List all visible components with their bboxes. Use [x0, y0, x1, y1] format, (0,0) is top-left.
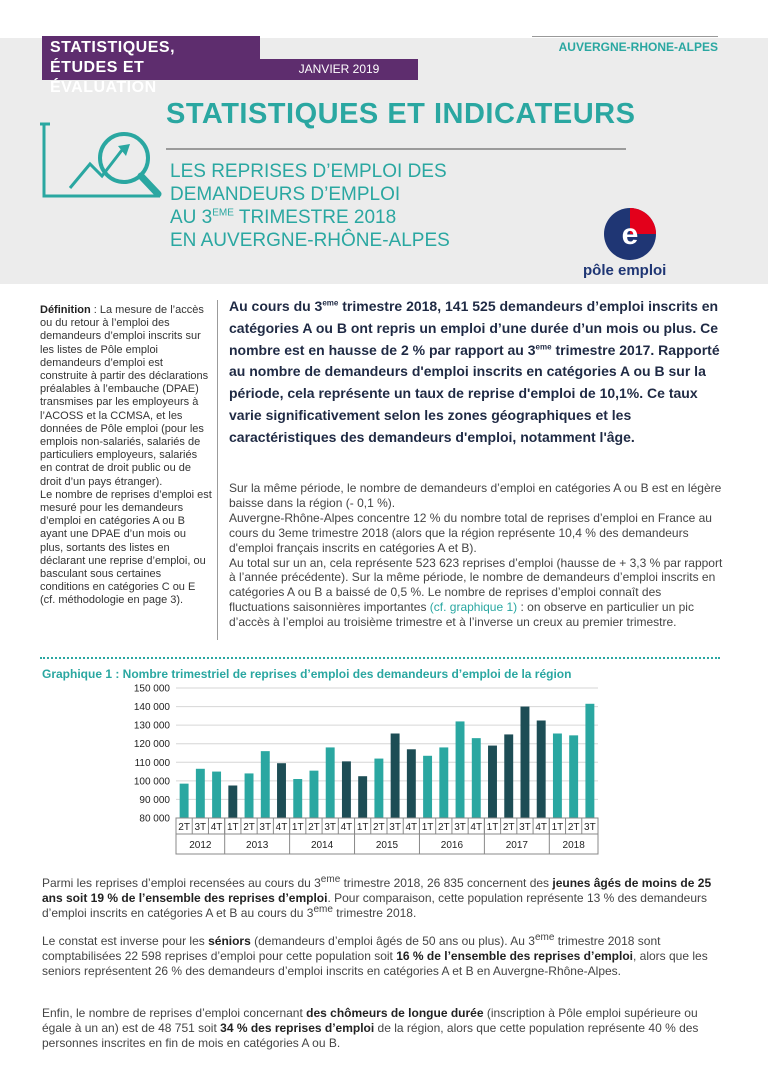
bar — [488, 746, 497, 818]
x-tick-label: 2T — [308, 822, 320, 833]
bar — [553, 734, 562, 819]
bar — [358, 776, 367, 818]
chart-title: Graphique 1 : Nombre trimestriel de reprises d’emploi des demandeurs d’emploi de la région — [42, 667, 572, 681]
subtitle-line-1: LES REPRISES D’EMPLOI DES — [170, 161, 447, 182]
y-tick-label: 140 000 — [133, 702, 170, 714]
x-tick-label: 1T — [356, 822, 369, 833]
x-tick-label: 1T — [551, 822, 564, 833]
paragraph-long-term: Enfin, le nombre de reprises d’emploi concernant des chômeurs de longue durée (inscription à Pôle emploi supérieure ou égale à un an) est de 48 751 soit 34 % des reprises d’emploi de la région, alors que cette population représente 40 % des personnes inscrites en fin de mois en catégories A ou B. — [42, 1006, 699, 1050]
section-divider — [40, 657, 720, 659]
year-label: 2015 — [375, 840, 399, 851]
x-tick-label: 4T — [405, 822, 418, 833]
x-tick-label: 4T — [340, 822, 353, 833]
x-tick-label: 2T — [178, 822, 190, 833]
x-tick-label: 4T — [275, 822, 288, 833]
bar-chart — [100, 682, 620, 860]
x-tick-label: 3T — [389, 822, 401, 833]
column-divider — [217, 300, 218, 640]
bar — [391, 734, 400, 819]
bar — [439, 747, 448, 818]
y-tick-label: 120 000 — [133, 739, 170, 751]
subtitle-line-4: EN AUVERGNE-RHÔNE-ALPES — [170, 230, 450, 251]
y-tick-label: 90 000 — [139, 794, 170, 806]
bar — [277, 763, 286, 818]
report-subtitle — [170, 160, 450, 252]
y-tick-label: 100 000 — [133, 776, 170, 788]
bar — [423, 756, 432, 818]
body-line-1: Sur la même période, le nombre de demandeurs d’emploi en catégories A ou B est en légère baisse dans la région (- 0,1 %). — [229, 481, 722, 510]
bar — [342, 761, 351, 818]
bar — [537, 721, 546, 819]
bar — [309, 771, 318, 818]
bar — [472, 738, 481, 818]
x-tick-label: 2T — [373, 822, 385, 833]
svg-text:e: e — [621, 218, 639, 251]
series-line-1: STATISTIQUES, — [50, 39, 176, 56]
x-tick-label: 3T — [194, 822, 207, 833]
definition-text: Définition : La mesure de l’accès ou du retour à l’emploi des demandeurs d’emploi inscrits sur les listes de Pôle emploi demandeurs d’emploi est construite à partir des déclarations préalables à l’embauche (DPAE) transmises par les employeurs à l’ACOSS et la CCMSA, et les données de Pôle emploi (pour les emplois non-salariés, salariés de particuliers employeurs, salariés en contrat de droit public ou de droit d’un pays étranger). — [40, 304, 209, 488]
measure-text: Le nombre de reprises d’emploi est mesuré pour les demandeurs d’emploi en catégories A ou B ayant une DPAE d’un mois ou plus, sortants des listes en déclarant une reprise d’emploi, ou basculant sous certaines conditions en catégories C ou E (cf. méthodologie en page 3). — [40, 488, 212, 607]
y-tick-label: 110 000 — [134, 757, 170, 769]
x-tick-label: 3T — [454, 822, 466, 833]
bar — [261, 751, 270, 818]
x-tick-label: 2T — [567, 822, 580, 833]
region-rule — [532, 36, 718, 37]
x-tick-label: 1T — [291, 822, 304, 833]
bar — [569, 735, 578, 818]
x-tick-label: 1T — [421, 822, 434, 833]
page-title: STATISTIQUES ET INDICATEURS — [166, 98, 636, 130]
logo-wordmark: pôle emploi — [583, 262, 667, 279]
year-label: 2018 — [562, 840, 585, 851]
x-tick-label: 3T — [259, 822, 272, 833]
publication-date: JANVIER 2019 — [260, 59, 418, 80]
bar — [407, 749, 416, 818]
y-tick-label: 80 000 — [139, 813, 170, 825]
body-line-2: Auvergne-Rhône-Alpes concentre 12 % du nombre total de reprises d’emploi en France au cours du 3eme trimestre 2018 (alors que la région représente 10,4 % des demandeurs d'emploi français inscrits en catégories A et B). — [229, 510, 712, 555]
x-tick-label: 4T — [535, 822, 548, 833]
year-label: 2014 — [310, 840, 334, 851]
bar — [196, 769, 205, 818]
y-tick-label: 150 000 — [133, 683, 170, 695]
bar — [520, 707, 529, 818]
bar — [374, 759, 383, 818]
x-tick-label: 4T — [470, 822, 483, 833]
body-text — [229, 481, 723, 630]
paragraph-youth: Parmi les reprises d’emploi recensées au cours du 3eme trimestre 2018, 26 835 concernent des jeunes âgés de moins de 25 ans soit 19 % de l’ensemble des reprises d’emploi. Pour comparaison, cette population représente 13 % des demandeurs d’emploi inscrits en catégories A et B au cours du 3eme trimestre 2018. — [42, 874, 712, 920]
year-label: 2016 — [440, 840, 464, 851]
bar — [293, 779, 302, 818]
x-tick-label: 4T — [210, 822, 223, 833]
lead-paragraph: Au cours du 3eme trimestre 2018, 141 525 demandeurs d’emploi inscrits en catégories A ou B ont repris un emploi d’une durée d’un mois ou plus. Ce nombre est en hausse de 2 % par rapport au 3eme trimestre 2017. Rapporté au nombre de demandeurs d'emploi inscrits en catégories A ou B sur la période, cela représente un taux de reprise d'emploi de 10,1%. Ce taux varie significativement selon les zones géographiques et les caractéristiques des demandeurs d'emploi, notamment l'âge. — [229, 298, 720, 445]
series-line-2: ÉTUDES ET ÉVALUATION — [50, 59, 157, 96]
bar — [585, 704, 594, 818]
bar — [456, 721, 465, 818]
body-line-3: Au total sur un an, cela représente 523 623 reprises d’emploi (hausse de + 3,3 % par rapport à l’année précédente). Sur la même période, le nombre de demandeurs d’emploi inscrits en catégories A ou B a baissé de 0,5 %. Le nombre de reprises d’emploi connaît des fluctuations saisonnières importantes (cf. graphique 1) : on observe en particulier un pic d’accès à l’emploi au troisième trimestre et à l’inverse un creux au premier trimestre. — [229, 555, 723, 630]
bar — [326, 747, 335, 818]
x-tick-label: 2T — [243, 822, 255, 833]
x-tick-label: 3T — [324, 822, 337, 833]
bar — [245, 773, 254, 818]
bar — [180, 784, 189, 818]
series-label — [42, 36, 260, 96]
magnifier-chart-icon — [40, 118, 164, 204]
bar — [228, 786, 237, 819]
paragraph-seniors: Le constat est inverse pour les séniors (demandeurs d’emploi âgés de 50 ans ou plus). Au 3eme trimestre 2018 sont comptabilisées 22 598 reprises d’emploi pour cette population soit 16 % de l’ensemble des reprises d’emploi, alors que les seniors représentent 26 % des demandeurs d’emploi inscrits en catégories A et B en Auvergne-Rhône-Alpes. — [42, 932, 708, 978]
x-tick-label: 3T — [519, 822, 531, 833]
region-label: AUVERGNE-RHONE-ALPES — [558, 40, 718, 54]
x-tick-label: 2T — [437, 822, 450, 833]
title-rule — [166, 148, 626, 150]
y-tick-label: 130 000 — [133, 720, 170, 732]
x-tick-label: 1T — [486, 822, 499, 833]
x-tick-label: 1T — [226, 822, 239, 833]
definition-sidebar — [40, 304, 212, 608]
year-label: 2013 — [246, 840, 269, 851]
bar — [504, 734, 513, 818]
subtitle-line-3: AU 3EME TRIMESTRE 2018 — [170, 207, 397, 228]
x-tick-label: 3T — [584, 822, 596, 833]
year-label: 2012 — [189, 840, 212, 851]
header-top-strip — [0, 0, 768, 38]
chart-reference-link[interactable]: (cf. graphique 1) — [429, 600, 518, 615]
bar — [212, 772, 221, 818]
subtitle-line-2: DEMANDEURS D’EMPLOI — [170, 184, 401, 205]
x-tick-label: 2T — [502, 822, 515, 833]
year-label: 2017 — [505, 840, 528, 851]
